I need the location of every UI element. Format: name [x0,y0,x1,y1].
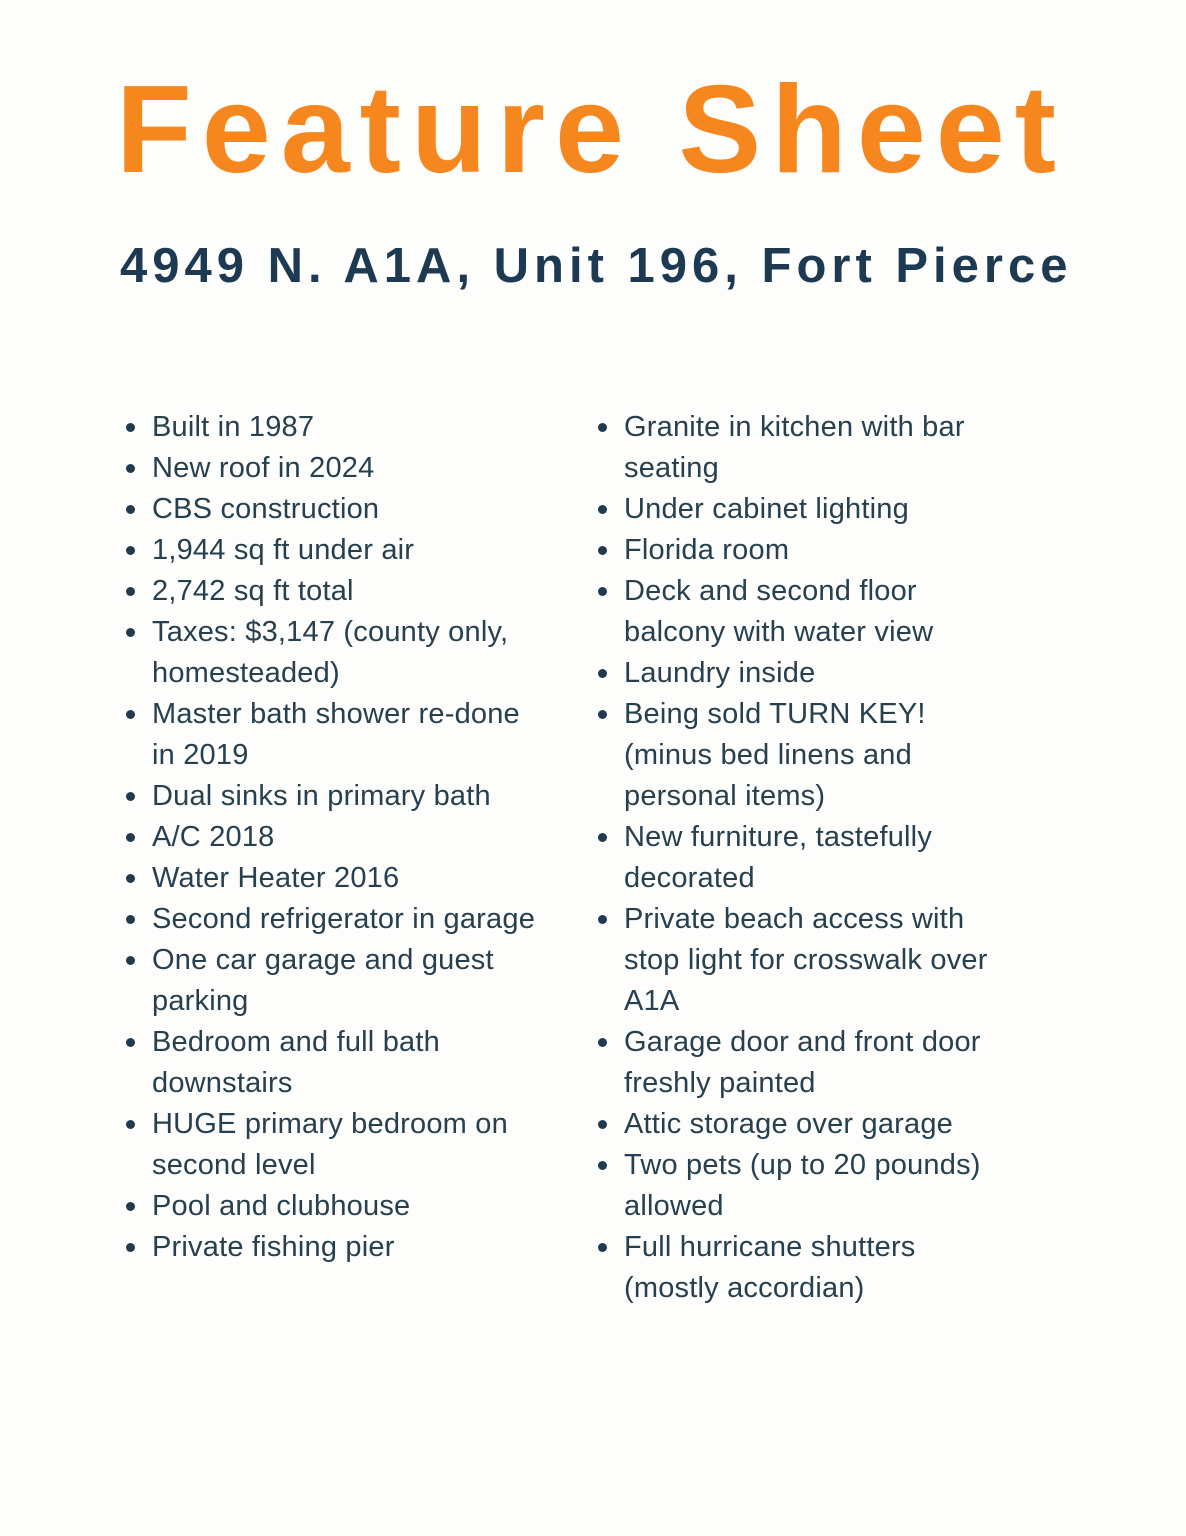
feature-text: Florida room [624,534,790,566]
feature-text: Water Heater 2016 [152,862,400,894]
bullet-icon [596,1145,624,1170]
feature-text: Master bath shower re-done in 2019 [152,698,520,771]
bullet-icon [596,653,624,678]
bullet-icon [596,530,624,555]
list-item [596,571,1002,653]
bullet-icon [124,776,152,801]
page-title: Feature Sheet [116,61,1067,199]
feature-text: HUGE primary bedroom on second level [152,1108,508,1181]
bullet-icon [596,1022,624,1047]
list-item [596,1104,1002,1145]
list-item [596,1145,1002,1227]
list-item [124,571,548,612]
feature-text: Garage door and front door freshly painted [624,1026,981,1099]
list-item [124,1104,548,1186]
list-item [124,1186,548,1227]
list-item [124,858,548,899]
feature-text: Under cabinet lighting [624,493,909,525]
bullet-icon [596,571,624,596]
bullet-icon [596,694,624,719]
feature-text: New furniture, tastefully decorated [624,821,933,894]
list-item [124,407,548,448]
feature-text: Deck and second floor balcony with water view [624,575,934,648]
list-item [124,817,548,858]
feature-text: Dual sinks in primary bath [152,780,491,812]
list-item [124,612,548,694]
bullet-icon [124,1186,152,1211]
bullet-icon [124,530,152,555]
features-right-list [596,407,1002,1309]
list-item [596,653,1002,694]
feature-text: New roof in 2024 [152,452,375,484]
bullet-icon [596,899,624,924]
feature-text: One car garage and guest parking [152,944,494,1017]
feature-text: Bedroom and full bath downstairs [152,1026,440,1099]
bullet-icon [124,817,152,842]
feature-text: Second refrigerator in garage [152,903,536,935]
list-item [124,530,548,571]
bullet-icon [124,571,152,596]
feature-text: Private beach access with stop light for crosswalk over A1A [624,903,988,1017]
bullet-icon [124,1104,152,1129]
bullet-icon [124,407,152,432]
bullet-icon [596,407,624,432]
bullet-icon [124,1227,152,1252]
feature-text: Being sold TURN KEY! (minus bed linens and personal items) [624,698,926,812]
list-item [124,940,548,1022]
feature-text: Attic storage over garage [624,1108,954,1140]
list-item [596,899,1002,1022]
bullet-icon [596,1104,624,1129]
feature-text: 2,742 sq ft total [152,575,354,607]
feature-text: 1,944 sq ft under air [152,534,415,566]
bullet-icon [124,489,152,514]
list-item [596,817,1002,899]
bullet-icon [124,858,152,883]
list-item [124,776,548,817]
feature-text: Built in 1987 [152,411,315,443]
list-item [596,1022,1002,1104]
list-item [596,694,1002,817]
list-item [596,530,1002,571]
feature-text: CBS construction [152,493,380,525]
feature-text: Private fishing pier [152,1231,395,1263]
feature-text: Full hurricane shutters (mostly accordian) [624,1231,916,1304]
list-item [124,448,548,489]
bullet-icon [596,817,624,842]
feature-text: Two pets (up to 20 pounds) allowed [624,1149,981,1222]
bullet-icon [596,1227,624,1252]
bullet-icon [124,694,152,719]
bullet-icon [124,899,152,924]
bullet-icon [124,612,152,637]
list-item [124,899,548,940]
bullet-icon [124,448,152,473]
page-subtitle: 4949 N. A1A, Unit 196, Fort Pierce [120,239,1073,293]
feature-text: Granite in kitchen with bar seating [624,411,965,484]
list-item [596,489,1002,530]
bullet-icon [124,1022,152,1047]
bullet-icon [596,489,624,514]
feature-columns [124,407,1002,1309]
feature-text: Pool and clubhouse [152,1190,411,1222]
bullet-icon [124,940,152,965]
list-item [596,407,1002,489]
features-left-list [124,407,548,1268]
list-item [124,489,548,530]
list-item [124,1227,548,1268]
list-item [596,1227,1002,1309]
list-item [124,1022,548,1104]
feature-text: Laundry inside [624,657,816,689]
feature-text: A/C 2018 [152,821,275,853]
feature-text: Taxes: $3,147 (county only, homesteaded) [152,616,509,689]
list-item [124,694,548,776]
